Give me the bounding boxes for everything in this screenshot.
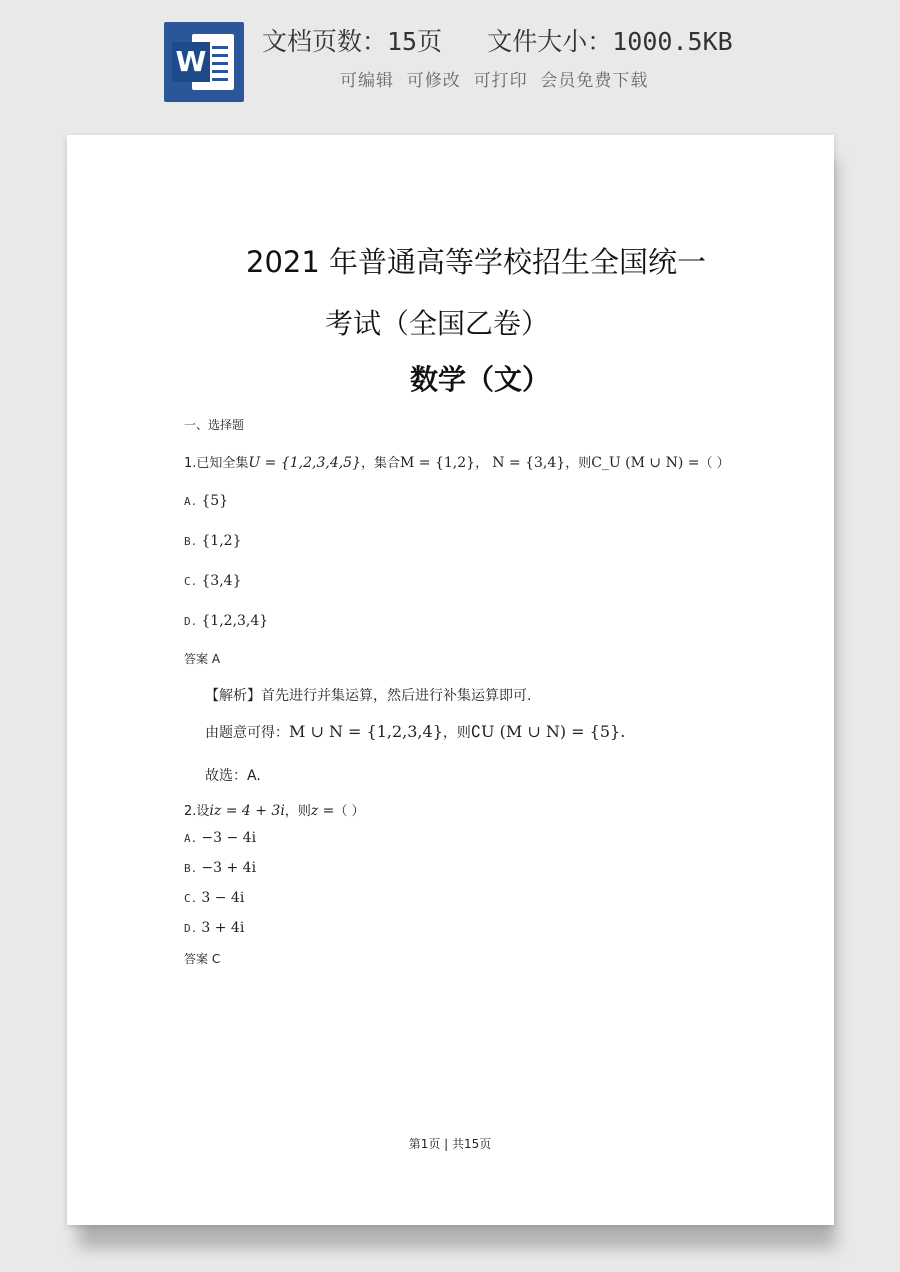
q2-option-d: D. 3 + 4i (184, 920, 245, 936)
page-footer: 第1页 | 共15页 (408, 1137, 492, 1151)
document-page (67, 135, 834, 1225)
q2-option-b: B. −3 + 4i (184, 860, 257, 876)
q1-analysis-calc: 由题意可得：M ∪ N = {1,2,3,4}，则∁U (M ∪ N) = {5}. (205, 722, 626, 741)
q2-option-c: C. 3 − 4i (184, 890, 245, 906)
section-heading: 一、选择题 (184, 418, 245, 432)
q1-option-d: D. {1,2,3,4} (184, 613, 269, 629)
header (0, 0, 900, 130)
question-2: 2.设iz = 4 + 3i，则z =（ ） (184, 803, 365, 819)
doc-title-line2: 考试（全国乙卷） (325, 307, 550, 340)
q2-option-a: A. −3 − 4i (184, 830, 257, 846)
word-icon-letter: W (172, 42, 210, 82)
q1-option-b: B. {1,2} (184, 533, 242, 549)
q2-answer: 答案 C (184, 952, 221, 966)
file-features: 可编辑 可修改 可打印 会员免费下载 (340, 71, 649, 91)
file-meta: 文档页数：15页 文件大小：1000.5KB (262, 27, 733, 56)
question-1: 1.已知全集U = {1,2,3,4,5}，集合M = {1,2}， N = {3,4}，则C_U (M ∪ N) =（ ） (184, 455, 730, 471)
q1-analysis: 【解析】首先进行并集运算，然后进行补集运算即可. (205, 688, 532, 704)
q1-answer: 答案 A (184, 652, 221, 666)
q1-conclusion: 故选：A. (205, 768, 261, 784)
doc-subject: 数学（文） (410, 363, 551, 396)
doc-title-line1: 2021 年普通高等学校招生全国统一 (246, 245, 707, 279)
word-icon (164, 22, 244, 102)
q1-option-c: C. {3,4} (184, 573, 242, 589)
q1-option-a: A. {5} (184, 493, 229, 509)
